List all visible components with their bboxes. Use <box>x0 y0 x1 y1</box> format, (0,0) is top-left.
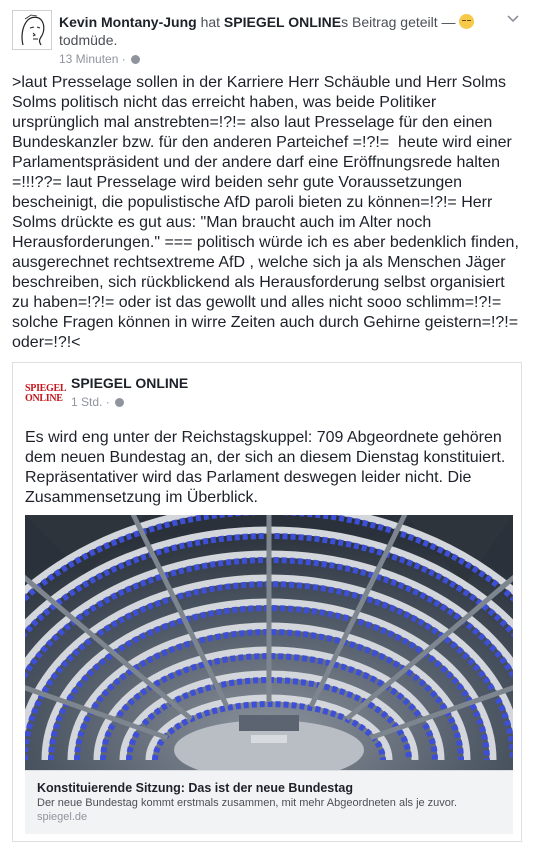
plenary-hall-image <box>25 515 513 770</box>
shared-meta <box>71 395 124 409</box>
link-preview[interactable] <box>25 770 513 834</box>
link-title[interactable]: Konstituierende Sitzung: Das ist der neue Bundestag <box>37 781 354 795</box>
link-description: Der neue Bundestag kommt erstmals zusammen, mit mehr Abgeordneten als je zuvor. <box>37 797 458 809</box>
author-avatar[interactable] <box>12 10 52 50</box>
bundestag-photo[interactable] <box>25 515 513 770</box>
shared-suffix: s Beitrag geteilt — <box>341 14 456 30</box>
post-text: >laut Presselage sollen in der Karriere Herr Schäuble und Herr Solms Solms politisch nicht das erreicht haben, was beide Politiker ursprünglich mal anstrebten=!?!= also laut Presselage für den einen Bundeskanzler bzw. für den anderen Parteichef =!?!= heute wird einer Parlamentspräsident und der andere darf eine Eröffnungsrede halten =!!!??= laut Presselage wird beiden sehr gute Voraussetzungen bescheinigt, die populistische AfD paroli bieten zu können=!?!= Herr Solms drückte es gut aus: "Man braucht auch im Alter noch Herausforderungen." === politisch würde ich es aber bedenklich finden, ausgerechnet rechtsextreme AfD , welche sich ja als Menschen Jäger beschreiben, sich rückblickend als Herausforderung selbst organisiert zu haben=!?!= oder ist das gewollt und alles nicht sooo schlimm=!?!= solche Fragen können in wirre Zeiten auch durch Gehirne geistern=!?!= oder=!?!< <box>12 74 524 351</box>
feeling-text[interactable]: todmüde. <box>59 32 118 48</box>
shared-page-name[interactable]: SPIEGEL ONLINE <box>223 14 342 30</box>
tired-emoji-icon <box>459 14 474 29</box>
post-meta <box>59 52 140 66</box>
shared-page-title[interactable]: SPIEGEL ONLINE <box>71 375 189 391</box>
shared-separator: · <box>105 395 110 409</box>
post-header-line <box>59 13 499 49</box>
shared-time[interactable]: 1 Std. <box>71 395 103 409</box>
chevron-down-icon[interactable] <box>506 12 520 26</box>
meta-separator: · <box>121 52 126 66</box>
logo-line-1: SPIEGEL <box>25 383 67 394</box>
avatar-sketch-icon <box>13 11 52 50</box>
shared-word: hat <box>200 14 221 30</box>
post-time[interactable]: 13 Minuten <box>59 52 119 66</box>
shared-post-card[interactable] <box>12 362 522 842</box>
post-header <box>12 10 524 68</box>
shared-post-text: Es wird eng unter der Reichstagskuppel: 709 Abgeordnete gehören dem neuen Bundestag an, der sich an diesem Dienstag konstituiert. Repräsentativer wird das Parlament deswegen leider nicht. Die Zusammensetzung im Überblick. <box>25 429 506 506</box>
link-domain: spiegel.de <box>37 811 88 823</box>
globe-icon <box>131 55 140 64</box>
author-name[interactable]: Kevin Montany-Jung <box>59 14 197 30</box>
shared-globe-icon <box>115 398 124 407</box>
logo-line-2: ONLINE <box>25 393 63 404</box>
spiegel-logo[interactable] <box>25 377 67 413</box>
